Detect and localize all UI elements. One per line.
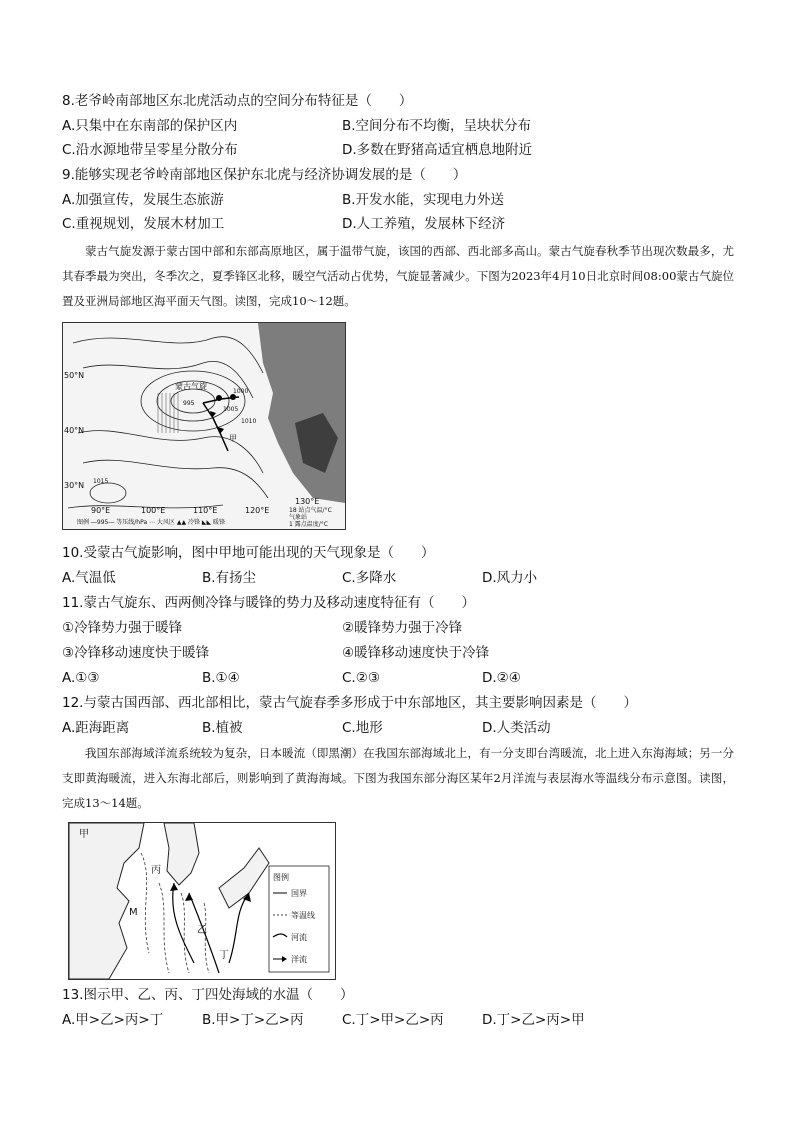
legend-river: 河流 bbox=[291, 933, 307, 942]
lat-label-50: 50°N bbox=[64, 371, 85, 380]
label-ding: 丁 bbox=[219, 950, 229, 961]
isobar-label-1005: 1005 bbox=[223, 406, 239, 413]
q11-item-2: ②暖锋势力强于冷锋 bbox=[342, 620, 463, 636]
q9-option-b: B.开发水能，实现电力外送 bbox=[342, 192, 505, 208]
q8-option-d: D.多数在野猪高适宜栖息地附近 bbox=[342, 142, 533, 158]
q11-option-a: A.①③ bbox=[62, 670, 100, 686]
ocean-current-map-figure bbox=[68, 822, 336, 980]
q13-option-c: C.丁>甲>乙>丙 bbox=[342, 1012, 444, 1028]
q13-option-d: D.丁>乙>丙>甲 bbox=[482, 1012, 585, 1028]
legend-isotherm: 等温线 bbox=[291, 911, 315, 920]
q11-item-4: ④暖锋移动速度快于冷锋 bbox=[342, 645, 490, 661]
lon-label-120: 120°E bbox=[245, 506, 270, 515]
station-legend-temp: 18 站点气温/°C bbox=[289, 507, 332, 514]
label-m: M bbox=[129, 907, 138, 918]
ocean-map-svg bbox=[69, 823, 335, 979]
q12-option-c: C.地形 bbox=[342, 720, 383, 736]
q10-option-d: D.风力小 bbox=[482, 570, 538, 586]
q12-option-a: A.距海距离 bbox=[62, 720, 130, 736]
label-jia: 甲 bbox=[79, 829, 89, 840]
passage-ocean-currents: 我国东部海域洋流系统较为复杂，日本暖流（即黑潮）在我国东部海域北上，有一分支即台湾暖流，北上进入东海海域；另一分支即黄海暖流，进入东海北部后，则影响到了黄海海域。下图为我国东部分海区某年2月洋流与表层海水等温线分布示意图。读图，完成13～14题。 bbox=[62, 746, 734, 810]
q9-option-c: C.重视规划，发展木材加工 bbox=[62, 216, 225, 232]
q9-stem: 9.能够实现老爷岭南部地区保护东北虎与经济协调发展的是（ ） bbox=[62, 167, 467, 183]
passage-mongolian-cyclone: 蒙古气旋发源于蒙古国中部和东部高原地区，属于温带气旋，该国的西部、西北部多高山。蒙古气旋春秋季节出现次数最多，尤其春季最为突出，冬季次之，夏季锋区北移，暖空气活动占优势，气旋显著减少。下图为2023年4月10日北京时间08:00蒙古气旋位置及亚洲局部地区海平面天气图。读图，完成10～12题。 bbox=[62, 244, 734, 308]
weather-map-figure bbox=[62, 322, 346, 530]
q12-option-d: D.人类活动 bbox=[482, 720, 551, 736]
label-bing: 丙 bbox=[151, 865, 161, 876]
q8-option-b: B.空间分布不均衡，呈块状分布 bbox=[342, 118, 532, 134]
q10-stem: 10.受蒙古气旋影响，图中甲地可能出现的天气现象是（ ） bbox=[62, 545, 435, 561]
weather-map-svg bbox=[63, 323, 345, 529]
q11-option-b: B.①④ bbox=[202, 670, 240, 686]
q11-item-3: ③冷锋移动速度快于暖锋 bbox=[62, 645, 210, 661]
q11-item-1: ①冷锋势力强于暖锋 bbox=[62, 620, 183, 636]
station-legend-dew: 1 露点温度/°C bbox=[289, 521, 328, 528]
legend-title: 图例 bbox=[273, 873, 289, 882]
legend-border: 国界 bbox=[291, 889, 307, 898]
legend-current: 洋流 bbox=[291, 955, 307, 964]
q8-option-a: A.只集中在东南部的保护区内 bbox=[62, 118, 238, 134]
q10-option-c: C.多降水 bbox=[342, 570, 397, 586]
q13-stem: 13.图示甲、乙、丙、丁四处海域的水温（ ） bbox=[62, 987, 354, 1003]
q10-option-a: A.气温低 bbox=[62, 570, 116, 586]
q8-stem: 8.老爷岭南部地区东北虎活动点的空间分布特征是（ ） bbox=[62, 93, 413, 109]
station-legend-station: 气象站 bbox=[289, 514, 308, 521]
isobar-label-1015: 1015 bbox=[93, 478, 109, 485]
q12-option-b: B.植被 bbox=[202, 720, 243, 736]
q13-option-b: B.甲>丁>乙>丙 bbox=[202, 1012, 304, 1028]
q13-option-a: A.甲>乙>丙>丁 bbox=[62, 1012, 164, 1028]
q11-option-d: D.②④ bbox=[482, 670, 521, 686]
isobar-label-1010: 1010 bbox=[241, 418, 257, 425]
map1-legend: 图例 ―995― 等压线/hPa ⋯ 大风区 ▲▲ 冷锋 ◣◣ 暖锋 bbox=[77, 519, 226, 526]
jia-label: 甲 bbox=[229, 434, 237, 443]
lat-label-30: 30°N bbox=[64, 481, 85, 490]
q12-stem: 12.与蒙古国西部、西北部相比，蒙古气旋春季多形成于中东部地区，其主要影响因素是（ ） bbox=[62, 695, 637, 711]
label-yi: 乙 bbox=[197, 925, 207, 936]
lat-label-40: 40°N bbox=[64, 426, 85, 435]
q11-option-c: C.②③ bbox=[342, 670, 380, 686]
lon-label-130: 130°E bbox=[295, 497, 320, 506]
q8-option-c: C.沿水源地带呈零星分散分布 bbox=[62, 142, 238, 158]
q10-option-b: B.有扬尘 bbox=[202, 570, 257, 586]
q9-option-d: D.人工养殖，发展林下经济 bbox=[342, 216, 506, 232]
lon-label-90: 90°E bbox=[91, 506, 111, 515]
isobar-label-1000: 1000 bbox=[233, 388, 249, 395]
cyclone-label: 蒙古气旋 bbox=[175, 382, 207, 391]
lon-label-110: 110°E bbox=[193, 506, 218, 515]
q11-stem: 11.蒙古气旋东、西两侧冷锋与暖锋的势力及移动速度特征有（ ） bbox=[62, 595, 475, 611]
q9-option-a: A.加强宣传，发展生态旅游 bbox=[62, 192, 224, 208]
isobar-label-995: 995 bbox=[183, 400, 195, 407]
lon-label-100: 100°E bbox=[141, 506, 166, 515]
